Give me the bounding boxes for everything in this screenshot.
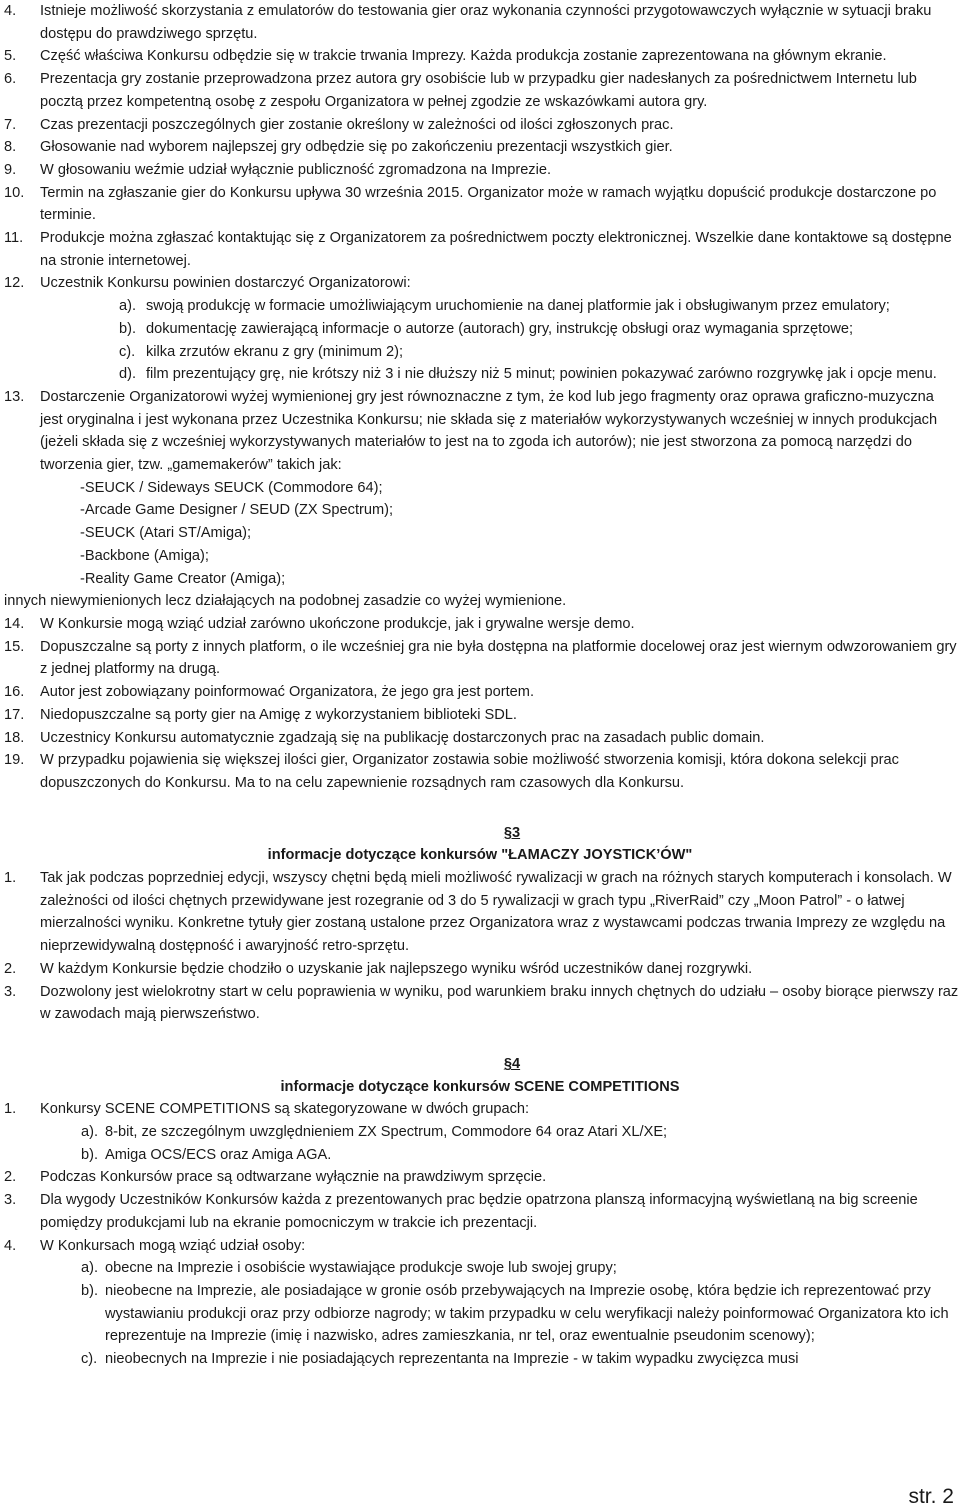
item-number: 3.: [4, 983, 17, 1000]
item-text: Dostarczenie Organizatorowi wyżej wymienionej gry jest równoznaczne z tym, że kod lub jego fragmenty oraz oprawa graficzno-muzyczna jest oryginalna i jest wykonana przez Uczestnika Konkursu; nie składa się z materiałów wykorzystywanych wcześniej w innych produkcjach (jeżeli składa się z wcześniej wykorzystywanych materiałów to jest na to zgoda ich autorów); nie jest stworzona za pomocą narzędzi do tworzenia gier, tzw. „gamemakerów” takich jak:: [40, 388, 938, 474]
gamemaker-entry: -Reality Game Creator (Amiga);: [80, 570, 286, 587]
sub-item: [0, 318, 960, 341]
item-number: 5.: [4, 48, 17, 65]
item-text: W każdym Konkursie będzie chodziło o uzyskanie jak najlepszego wyniku wśród uczestników danej rozgrywki.: [40, 960, 753, 977]
gamemaker-entry: -SEUCK / Sideways SEUCK (Commodore 64);: [80, 479, 383, 496]
sub-item-text: swoją produkcję w formacie umożliwiającym uruchomienie na danej platformie jak i obsługiwanym przez emulatory;: [146, 298, 890, 315]
sub-item-marker: a).: [81, 1260, 99, 1277]
item-text: Czas prezentacji poszczególnych gier zostanie określony w zależności od ilości zgłoszonych prac.: [40, 116, 674, 133]
section-number: §3: [503, 824, 521, 841]
item-text: Termin na zgłaszanie gier do Konkursu upływa 30 września 2015. Organizator może w ramach wyjątku dopuścić produkcje dostarczone po terminie.: [40, 184, 937, 224]
sub-item-text: nieobecnych na Imprezie i nie posiadających reprezentanta na Imprezie - w takim wypadku zwycięzca musi: [105, 1351, 799, 1368]
item-text: Dopuszczalne są porty z innych platform, o ile wcześniej gra nie była dostępna na platformie docelowej oraz jest wiernym odwzorowaniem gry z jednej platformy na drugą.: [40, 638, 957, 678]
item-number: 10.: [4, 184, 25, 201]
item-number: 15.: [4, 638, 25, 655]
sub-item: [0, 295, 960, 318]
sub-item-marker: b).: [81, 1146, 99, 1163]
sub-item-text: 8-bit, ze szczególnym uwzględnieniem ZX Spectrum, Commodore 64 oraz Atari XL/XE;: [105, 1124, 668, 1141]
spacer: [0, 1026, 960, 1053]
item-text: W głosowaniu weźmie udział wyłącznie publiczność zgromadzona na Imprezie.: [40, 161, 552, 178]
sub-item: [0, 363, 960, 386]
item-text: Autor jest zobowiązany poinformować Organizatora, że jego gra jest portem.: [40, 684, 534, 701]
list-item: [0, 704, 960, 727]
list-item: [0, 958, 960, 981]
item-text: Istnieje możliwość skorzystania z emulatorów do testowania gier oraz wykonania czynności przygotowawczych wyłącznie w sytuacji braku dostępu do prawdziwego sprzętu.: [40, 3, 932, 42]
list-item: [0, 272, 960, 295]
sub-item: [0, 1348, 960, 1371]
item-number: 4.: [4, 3, 17, 19]
item-number: 1.: [4, 1101, 17, 1118]
item-text: Uczestnicy Konkursu automatycznie zgadzają się na publikację dostarczonych prac na zasadach public domain.: [40, 729, 765, 746]
item-text: W Konkursie mogą wziąć udział zarówno ukończone produkcje, jak i grywalne wersje demo.: [40, 615, 635, 632]
item-number: 3.: [4, 1192, 17, 1209]
item-text: Podczas Konkursów prace są odtwarzane wyłącznie na prawdziwym sprzęcie.: [40, 1169, 547, 1186]
item-text: Uczestnik Konkursu powinien dostarczyć Organizatorowi:: [40, 275, 411, 292]
item-text: Tak jak podczas poprzedniej edycji, wszyscy chętni będą mieli możliwość rywalizacji w grach na różnych starych komputerach i konsolach. W zależności od ilości chętnych przewidywane jest rozegranie od 3 do 5 rywalizacji w grach typu „RiverRaid” czy „Moon Patrol” - o łatwej mierzalności wyniku. Konkretne tytuły gier zostaną ustalone przez Organizatora wraz z wystawcami podczas trwania Imprezy ze względu na nieprzewidywalną dostępność i awaryjność retro-sprzętu.: [40, 870, 952, 955]
sub-item-marker: d).: [119, 366, 137, 383]
item-text: Dla wygody Uczestników Konkursów każda z prezentowanych prac będzie opatrzona planszą informacyjną wyświetlaną na big screenie pomiędzy produkcjami lub na ekranie pomocniczym w trakcie ich prezentacji.: [40, 1192, 918, 1231]
section-number: §4: [503, 1055, 521, 1072]
item-text: Produkcje można zgłaszać kontaktując się z Organizatorem za pośrednictwem poczty elektronicznej. Wszelkie dane kontaktowe są dostępne na stronie internetowej.: [40, 230, 952, 269]
sub-item: [0, 1257, 960, 1280]
list-item: [0, 867, 960, 958]
sub-item: [0, 341, 960, 364]
sub-item: [0, 1144, 960, 1167]
list-item: [0, 136, 960, 159]
list-item: [0, 182, 960, 227]
item-number: 6.: [4, 71, 17, 88]
sub-item: [0, 1121, 960, 1144]
list-item: [0, 0, 960, 45]
sub-item-text: obecne na Imprezie i osobiście wystawiające produkcje swoje lub swojej grupy;: [105, 1260, 617, 1277]
sub-item-text: kilka zrzutów ekranu z gry (minimum 2);: [146, 343, 404, 360]
list-item: [0, 1235, 960, 1258]
sub-item-marker: a).: [81, 1124, 99, 1141]
sub-item-marker: b).: [119, 320, 137, 337]
gamemakers-tail: innych niewymienionych lecz działających na podobnej zasadzie co wyżej wymienione.: [4, 593, 567, 610]
sub-item-marker: b).: [81, 1282, 99, 1299]
page-number: str. 2: [908, 1485, 954, 1508]
item-number: 16.: [4, 684, 25, 701]
spacer: [0, 795, 960, 822]
sub-item-marker: c).: [119, 343, 136, 360]
gamemaker-entry: -Arcade Game Designer / SEUD (ZX Spectrum);: [80, 502, 394, 519]
list-item: [0, 386, 960, 477]
item-text: W Konkursach mogą wziąć udział osoby:: [40, 1237, 306, 1254]
list-item: [0, 159, 960, 182]
item-text: Konkursy SCENE COMPETITIONS są skategoryzowane w dwóch grupach:: [40, 1101, 530, 1118]
list-item: [0, 1166, 960, 1189]
item-number: 13.: [4, 388, 25, 405]
item-number: 7.: [4, 116, 17, 133]
sub-item-text: dokumentację zawierającą informacje o autorze (autorach) gry, instrukcję obsługi oraz wymagania sprzętowe;: [146, 320, 854, 337]
sub-item: [0, 1280, 960, 1348]
list-item: [0, 681, 960, 704]
item-number: 17.: [4, 706, 25, 723]
item-number: 19.: [4, 752, 25, 769]
item-number: 8.: [4, 139, 17, 156]
section-title: informacje dotyczące konkursów SCENE COMPETITIONS: [280, 1078, 680, 1095]
item-number: 12.: [4, 275, 25, 292]
list-item: [0, 45, 960, 68]
item-number: 2.: [4, 1169, 17, 1186]
list-item: [0, 636, 960, 681]
item-number: 9.: [4, 161, 17, 178]
list-item: [0, 114, 960, 137]
item-number: 4.: [4, 1237, 17, 1254]
list-item: [0, 1098, 960, 1121]
list-item: [0, 68, 960, 113]
list-item: [0, 727, 960, 750]
sub-item-marker: a).: [119, 298, 137, 315]
list-item: [0, 613, 960, 636]
item-number: 14.: [4, 615, 25, 632]
sub-item-text: Amiga OCS/ECS oraz Amiga AGA.: [105, 1146, 332, 1163]
gamemaker-entry: -Backbone (Amiga);: [80, 547, 209, 564]
list-item: [0, 227, 960, 272]
sub-item-text: nieobecne na Imprezie, ale posiadające w gronie osób przebywających na Imprezie osobę, która będzie ich reprezentować przy wystawianiu produkcji oraz przy odbiorze nagrody; w takim przypadku w celu weryfikacji należy poinformować Organizatora kto ich reprezentuje na Imprezie (imię i nazwisko, adres zamieszkania, nr tel, oraz ewentualnie pseudonim scenowy);: [105, 1282, 949, 1345]
item-text: Niedopuszczalne są porty gier na Amigę z wykorzystaniem biblioteki SDL.: [40, 706, 517, 723]
list-item: [0, 1189, 960, 1234]
item-number: 1.: [4, 870, 17, 887]
item-text: Głosowanie nad wyborem najlepszej gry odbędzie się po zakończeniu prezentacji wszystkich gier.: [40, 139, 673, 156]
gamemaker-entry: -SEUCK (Atari ST/Amiga);: [80, 525, 252, 542]
item-text: Część właściwa Konkursu odbędzie się w trakcie trwania Imprezy. Każda produkcja zostanie zaprezentowana na głównym ekranie.: [40, 48, 887, 65]
item-number: 11.: [4, 230, 24, 247]
item-text: W przypadku pojawienia się większej ilości gier, Organizator zostawia sobie możliwość stworzenia komisji, która dokona selekcji prac dopuszczonych do Konkursu. Ma to na celu zapewnienie rozsądnych ram czasowych dla Konkursu.: [40, 752, 899, 791]
sub-item-text: film prezentujący grę, nie krótszy niż 3 i nie dłuższy niż 5 minut; powinien pokazywać zarówno rozgrywkę jak i opcje menu.: [146, 366, 937, 383]
item-number: 18.: [4, 729, 25, 746]
item-number: 2.: [4, 960, 17, 977]
item-text: Dozwolony jest wielokrotny start w celu poprawienia w wyniku, pod warunkiem braku innych chętnych do udziału – osoby biorące pierwszy raz w zawodach mają pierwszeństwo.: [40, 983, 959, 1023]
sub-item-marker: c).: [81, 1351, 98, 1368]
list-item: [0, 749, 960, 794]
item-text: Prezentacja gry zostanie przeprowadzona przez autora gry osobiście lub w przypadku gier nadesłanych za pośrednictwem Internetu lub pocztą przez kompetentną osobę z zespołu Organizatora w pełnej zgodzie ze wskazówkami autora gry.: [40, 71, 917, 110]
list-item: [0, 981, 960, 1026]
section-title: informacje dotyczące konkursów "ŁAMACZY JOYSTICK’ÓW": [267, 847, 693, 864]
